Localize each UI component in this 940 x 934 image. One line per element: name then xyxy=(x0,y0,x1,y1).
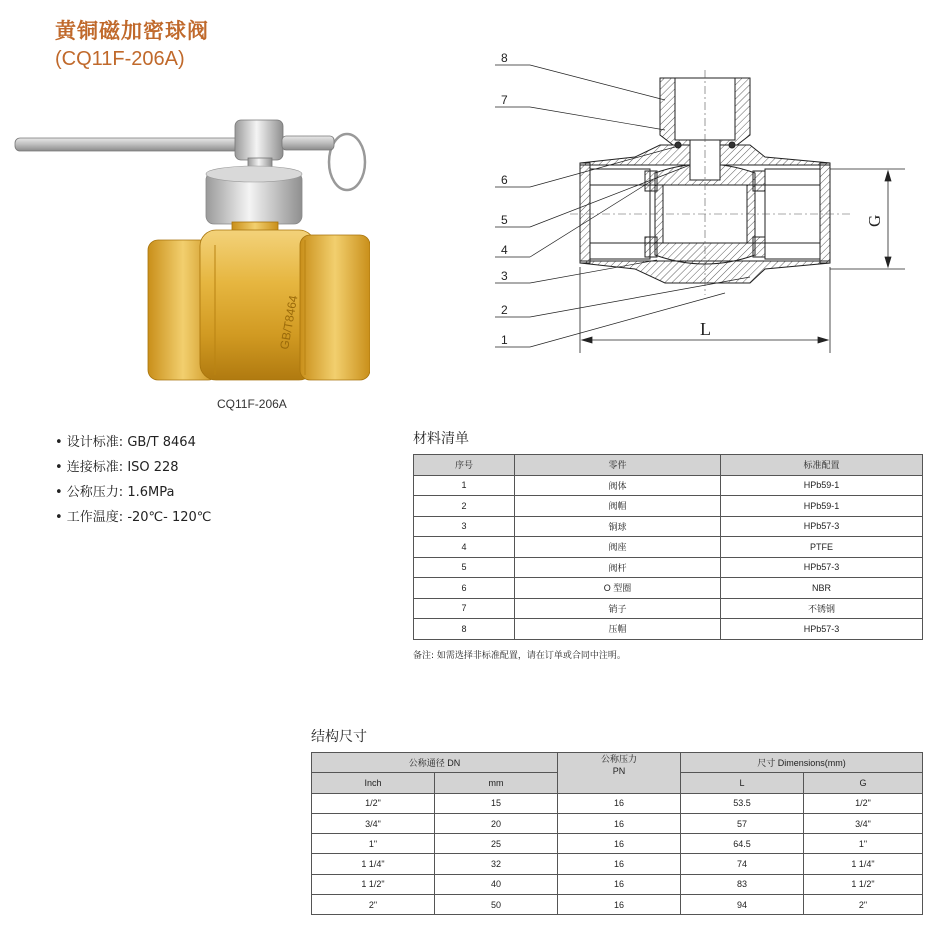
product-title: 黄铜磁加密球阀 xyxy=(55,19,209,43)
spec-connection-standard: • 连接标准: ISO 228 xyxy=(55,460,179,475)
table-cell: 3 xyxy=(414,516,515,537)
col-header-standard: 标准配置 xyxy=(721,455,923,476)
subheader-mm: mm xyxy=(435,773,558,793)
table-cell: 3/4" xyxy=(312,813,435,833)
part-label-7: 7 xyxy=(501,93,508,107)
table-cell: 15 xyxy=(435,793,558,813)
photo-marking-side: GB/T8464 xyxy=(277,294,301,351)
table-cell: O 型圈 xyxy=(515,578,721,599)
header-nominal-pressure: 公称压力 PN xyxy=(558,753,681,794)
table-cell: PTFE xyxy=(721,537,923,558)
table-cell: 32 xyxy=(435,854,558,874)
table-cell: 25 xyxy=(435,834,558,854)
table-cell: 1" xyxy=(312,834,435,854)
part-label-6: 6 xyxy=(501,173,508,187)
table-row xyxy=(414,598,923,619)
table-cell: 1/2" xyxy=(312,793,435,813)
table-row xyxy=(414,578,923,599)
table-row xyxy=(414,496,923,517)
materials-note: 备注: 如需选择非标准配置，请在订单或合同中注明。 xyxy=(413,651,626,661)
subheader-l: L xyxy=(681,773,804,793)
table-cell: 1 1/4" xyxy=(804,854,923,874)
table-cell: 1 xyxy=(414,475,515,496)
col-header-part: 零件 xyxy=(515,455,721,476)
table-row xyxy=(312,813,923,833)
table-cell: 阀杆 xyxy=(515,557,721,578)
table-cell: 40 xyxy=(435,874,558,894)
table-cell: 83 xyxy=(681,874,804,894)
table-row xyxy=(312,793,923,813)
table-cell: 1/2" xyxy=(804,793,923,813)
table-cell: HPb57-3 xyxy=(721,619,923,640)
table-row xyxy=(414,475,923,496)
subheader-g: G xyxy=(804,773,923,793)
table-cell: HPb57-3 xyxy=(721,516,923,537)
subheader-inch: Inch xyxy=(312,773,435,793)
table-cell: 20 xyxy=(435,813,558,833)
table-cell: 1 1/2" xyxy=(804,874,923,894)
photo-caption: CQ11F-206A xyxy=(217,397,287,411)
spec-working-temperature: • 工作温度: -20℃- 120℃ xyxy=(55,510,212,525)
header-nominal-diameter: 公称通径 DN xyxy=(312,753,558,773)
table-cell: 74 xyxy=(681,854,804,874)
table-row xyxy=(312,834,923,854)
table-cell: HPb59-1 xyxy=(721,496,923,517)
table-cell: HPb59-1 xyxy=(721,475,923,496)
table-row xyxy=(312,874,923,894)
table-cell: 压帽 xyxy=(515,619,721,640)
table-cell: 1 1/4" xyxy=(312,854,435,874)
dimensions-title: 结构尺寸 xyxy=(311,729,367,745)
table-cell: 16 xyxy=(558,793,681,813)
table-cell: NBR xyxy=(721,578,923,599)
spec-nominal-pressure: • 公称压力: 1.6MPa xyxy=(55,485,175,500)
table-cell: 5 xyxy=(414,557,515,578)
table-cell: 铜球 xyxy=(515,516,721,537)
table-row xyxy=(414,619,923,640)
part-label-4: 4 xyxy=(501,243,508,257)
valve-cross-section-diagram xyxy=(485,45,925,365)
valve-photo xyxy=(10,100,370,400)
table-cell: 2 xyxy=(414,496,515,517)
col-header-index: 序号 xyxy=(414,455,515,476)
dimension-l-label: L xyxy=(700,319,711,339)
dimension-g-label: G xyxy=(865,214,884,227)
materials-title: 材料清单 xyxy=(413,431,469,447)
table-cell: 阀帽 xyxy=(515,496,721,517)
part-label-1: 1 xyxy=(501,333,508,347)
table-cell: 16 xyxy=(558,813,681,833)
table-row xyxy=(312,895,923,915)
materials-table xyxy=(413,454,923,640)
table-cell: 53.5 xyxy=(681,793,804,813)
table-cell: 6 xyxy=(414,578,515,599)
spec-design-standard: • 设计标准: GB/T 8464 xyxy=(55,435,196,450)
table-cell: 7 xyxy=(414,598,515,619)
table-cell: 16 xyxy=(558,874,681,894)
part-label-2: 2 xyxy=(501,303,508,317)
part-label-5: 5 xyxy=(501,213,508,227)
dimensions-table xyxy=(311,752,923,915)
table-cell: 16 xyxy=(558,834,681,854)
table-cell: 94 xyxy=(681,895,804,915)
table-cell: 1" xyxy=(804,834,923,854)
table-row xyxy=(414,516,923,537)
table-cell: 16 xyxy=(558,895,681,915)
table-cell: 50 xyxy=(435,895,558,915)
spec-list xyxy=(55,430,211,530)
table-row xyxy=(312,854,923,874)
table-cell: 不锈钢 xyxy=(721,598,923,619)
table-row xyxy=(414,537,923,558)
table-cell: 4 xyxy=(414,537,515,558)
table-cell: 2" xyxy=(312,895,435,915)
table-cell: 64.5 xyxy=(681,834,804,854)
part-label-8: 8 xyxy=(501,51,508,65)
table-cell: 销子 xyxy=(515,598,721,619)
header-dimensions: 尺寸 Dimensions(mm) xyxy=(681,753,923,773)
part-label-3: 3 xyxy=(501,269,508,283)
table-cell: 1 1/2" xyxy=(312,874,435,894)
table-cell: 2" xyxy=(804,895,923,915)
table-cell: 3/4" xyxy=(804,813,923,833)
table-cell: HPb57-3 xyxy=(721,557,923,578)
table-row xyxy=(414,557,923,578)
table-cell: 57 xyxy=(681,813,804,833)
table-cell: 阀座 xyxy=(515,537,721,558)
table-cell: 16 xyxy=(558,854,681,874)
product-model: (CQ11F-206A) xyxy=(55,48,185,70)
table-cell: 阀体 xyxy=(515,475,721,496)
table-cell: 8 xyxy=(414,619,515,640)
